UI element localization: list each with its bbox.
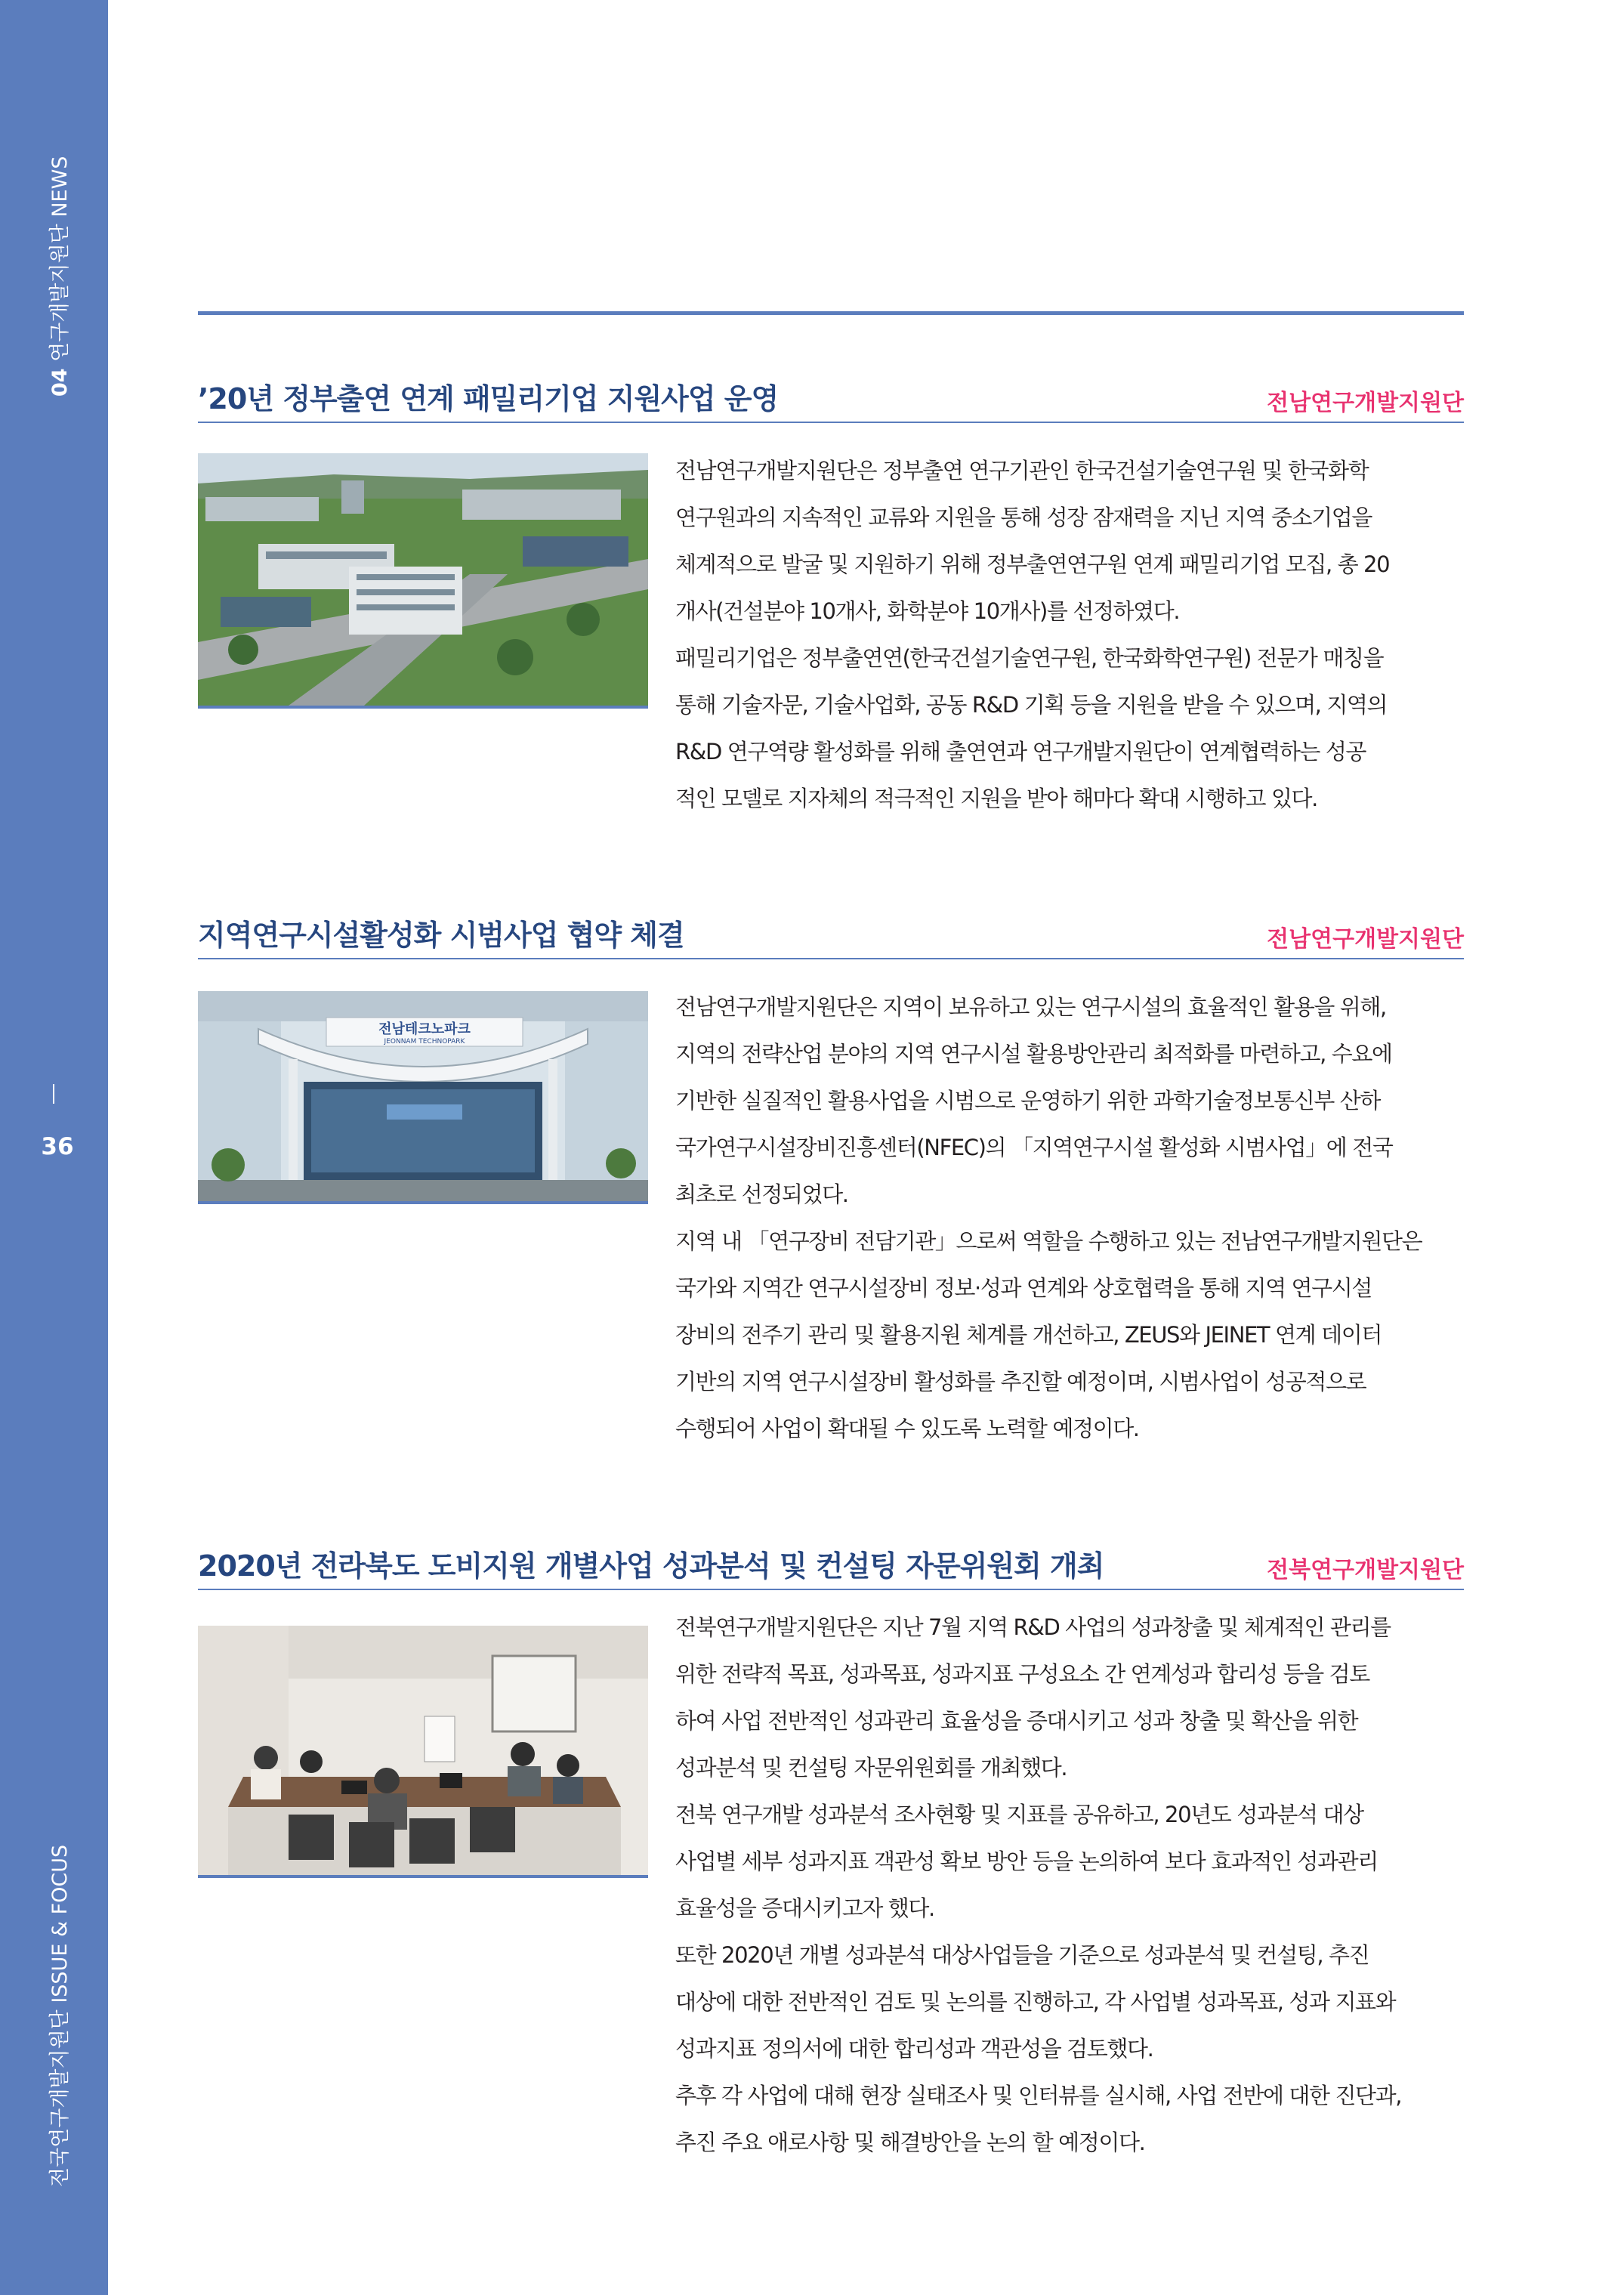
- body-line: 효율성을 증대시키고자 했다.: [675, 1895, 934, 1921]
- article-body: [675, 984, 1464, 1452]
- body-line: 추후 각 사업에 대해 현장 실태조사 및 인터뷰를 실시해, 사업 전반에 대한 진단과,: [675, 2083, 1402, 2108]
- article-body: [675, 1604, 1464, 2166]
- top-divider: [198, 311, 1464, 315]
- body-line: 지역 내 「연구장비 전담기관」으로써 역할을 수행하고 있는 전남연구개발지원단은: [675, 1228, 1422, 1254]
- article-photo-technopark-entrance: [198, 991, 648, 1204]
- body-line: 국가와 지역간 연구시설장비 정보·성과 연계와 상호협력을 통해 지역 연구시설: [675, 1275, 1372, 1301]
- body-line: 통해 기술자문, 기술사업화, 공동 R&D 기획 등을 지원을 받을 수 있으며, 지역의: [675, 692, 1388, 718]
- body-line: 전남연구개발지원단은 정부출연 연구기관인 한국건설기술연구원 및 한국화학: [675, 458, 1369, 483]
- article-org: 전북연구개발지원단: [1267, 1557, 1464, 1583]
- article-body: [675, 447, 1464, 822]
- magazine-title: 전국연구개발지원단 ISSUE & FOCUS: [48, 1844, 72, 2187]
- article-title: 지역연구시설활성화 시범사업 협약 체결: [198, 919, 684, 952]
- article-2: [198, 914, 1464, 1443]
- article-header: [198, 378, 1464, 423]
- sidebar-section-number: 04: [48, 368, 72, 397]
- sidebar-section-label: [43, 156, 73, 397]
- article-org: 전남연구개발지원단: [1267, 390, 1464, 416]
- body-line: 국가연구시설장비진흥센터(NFEC)의 「지역연구시설 활성화 시범사업」에 전국: [675, 1135, 1393, 1160]
- body-line: 지역의 전략산업 분야의 지역 연구시설 활용방안관리 최적화를 마련하고, 수요에: [675, 1041, 1392, 1067]
- body-line: 최초로 선정되었다.: [675, 1181, 848, 1207]
- body-line: 기반한 실질적인 활용사업을 시범으로 운영하기 위한 과학기술정보통신부 산하: [675, 1088, 1380, 1114]
- article-title: 2020년 전라북도 도비지원 개별사업 성과분석 및 컨설팅 자문위원회 개최: [198, 1549, 1104, 1583]
- article-photo-meeting-room: [198, 1626, 648, 1878]
- body-line: 사업별 세부 성과지표 객관성 확보 방안 등을 논의하여 보다 효과적인 성과관리: [675, 1849, 1378, 1874]
- body-line: 개사(건설분야 10개사, 화학분야 10개사)를 선정하였다.: [675, 598, 1180, 624]
- article-header: [198, 1545, 1464, 1590]
- body-line: 성과분석 및 컨설팅 자문위원회를 개최했다.: [675, 1755, 1067, 1781]
- body-line: 적인 모델로 지자체의 적극적인 지원을 받아 해마다 확대 시행하고 있다.: [675, 786, 1317, 811]
- photo-sign-english: JEONNAM TECHNOPARK: [384, 1038, 465, 1046]
- article-org: 전남연구개발지원단: [1267, 926, 1464, 953]
- sidebar-section-title: 연구개발지원단 NEWS: [48, 156, 72, 362]
- body-line: 전북 연구개발 성과분석 조사현황 및 지표를 공유하고, 20년도 성과분석 대상: [675, 1802, 1363, 1827]
- body-line: 전남연구개발지원단은 지역이 보유하고 있는 연구시설의 효율적인 활용을 위해,: [675, 994, 1386, 1020]
- body-line: 연구원과의 지속적인 교류와 지원을 통해 성장 잠재력을 지닌 지역 중소기업을: [675, 505, 1372, 530]
- body-line: 위한 전략적 목표, 성과목표, 성과지표 구성요소 간 연계성과 합리성 등을 검토: [675, 1661, 1369, 1687]
- body-line: 추진 주요 애로사항 및 해결방안을 논의 할 예정이다.: [675, 2130, 1145, 2155]
- body-line: 하여 사업 전반적인 성과관리 효율성을 증대시키고 성과 창출 및 확산을 위한: [675, 1708, 1358, 1734]
- body-line: 전북연구개발지원단은 지난 7월 지역 R&D 사업의 성과창출 및 체계적인 관리를: [675, 1614, 1391, 1640]
- body-line: R&D 연구역량 활성화를 위해 출연연과 연구개발지원단이 연계협력하는 성공: [675, 739, 1366, 764]
- photo-sign-korean: 전남테크노파크: [378, 1021, 471, 1037]
- body-line: 기반의 지역 연구시설장비 활성화를 추진할 예정이며, 시범사업이 성공적으로: [675, 1369, 1366, 1395]
- body-line: 수행되어 사업이 확대될 수 있도록 노력할 예정이다.: [675, 1416, 1139, 1441]
- page-number-rule: [53, 1084, 54, 1104]
- body-line: 또한 2020년 개별 성과분석 대상사업들을 기준으로 성과분석 및 컨설팅, 추진: [675, 1942, 1369, 1968]
- article-title: ’20년 정부출연 연계 패밀리기업 지원사업 운영: [198, 382, 779, 415]
- article-photo-aerial-campus: [198, 453, 648, 709]
- body-line: 성과지표 정의서에 대한 합리성과 객관성을 검토했다.: [675, 2036, 1153, 2062]
- body-line: 장비의 전주기 관리 및 활용지원 체계를 개선하고, ZEUS와 JEINET 연계 데이터: [675, 1322, 1382, 1348]
- article-3: [198, 1545, 1464, 2187]
- article-header: [198, 914, 1464, 959]
- article-1: [198, 378, 1464, 811]
- body-line: 패밀리기업은 정부출연연(한국건설기술연구원, 한국화학연구원) 전문가 매칭을: [675, 645, 1384, 671]
- body-line: 대상에 대한 전반적인 검토 및 논의를 진행하고, 각 사업별 성과목표, 성과 지표와: [675, 1989, 1396, 2015]
- page-number: 36: [41, 1133, 74, 1160]
- body-line: 체계적으로 발굴 및 지원하기 위해 정부출연연구원 연계 패밀리기업 모집, 총 20: [675, 551, 1390, 577]
